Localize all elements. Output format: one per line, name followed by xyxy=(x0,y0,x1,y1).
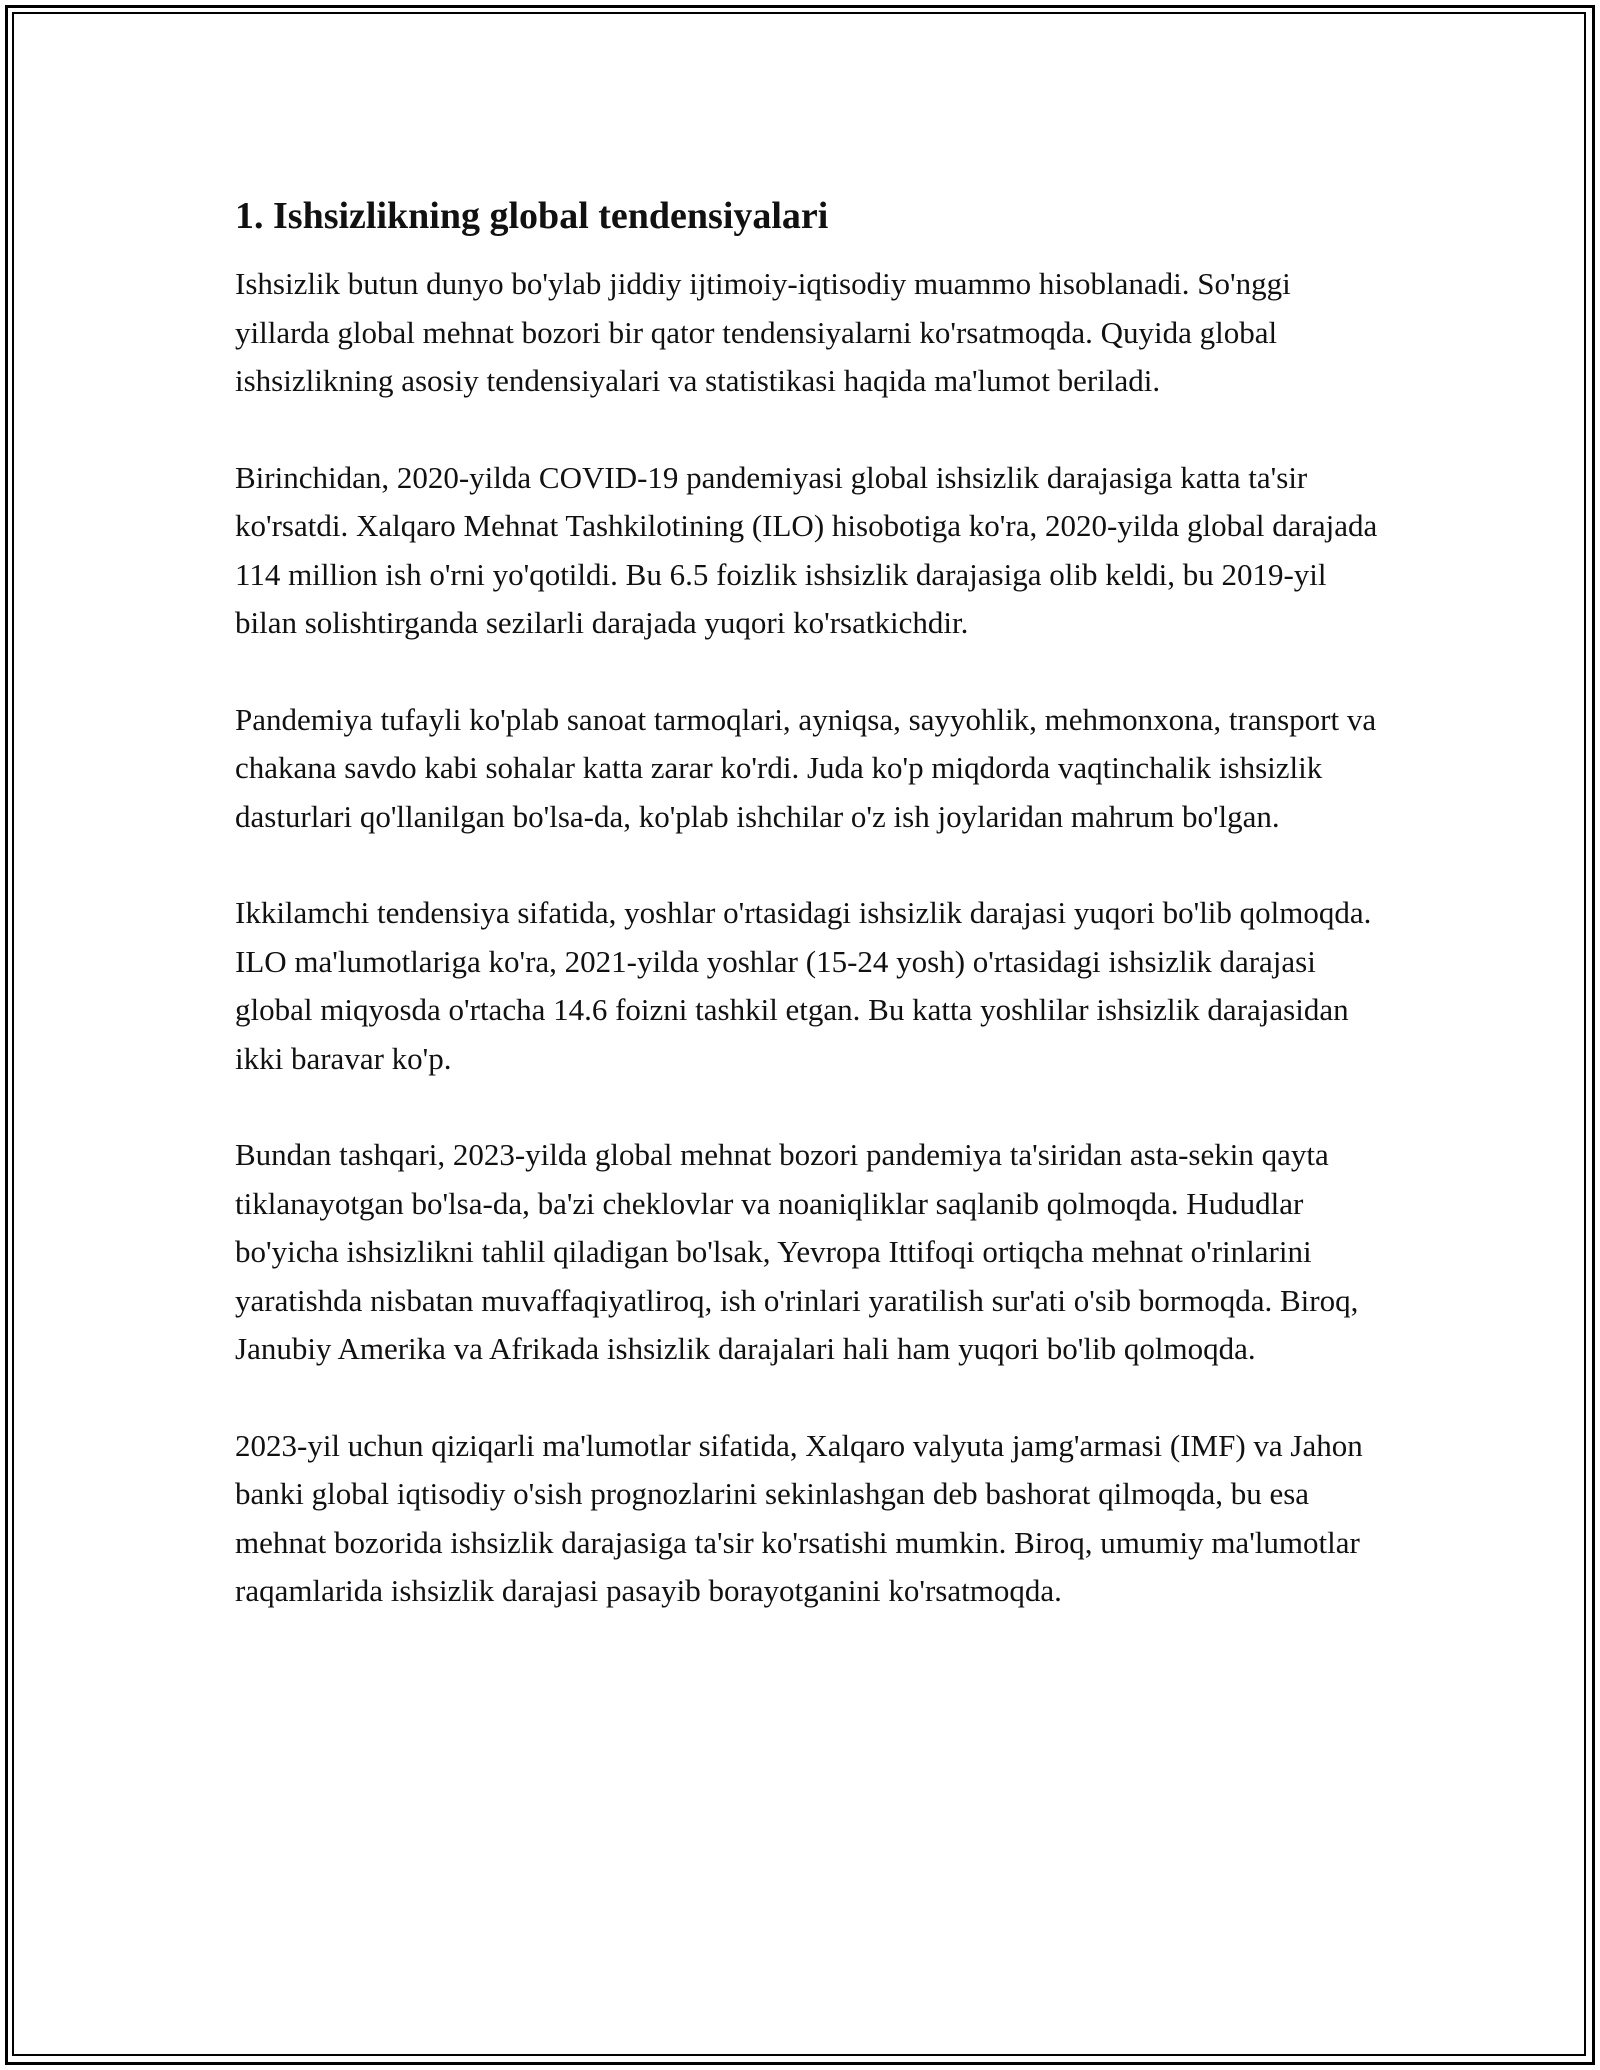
paragraph-intro: Ishsizlik butun dunyo bo'ylab jiddiy ijtimoiy-iqtisodiy muammo hisoblanadi. So'nggi yillarda global mehnat bozori bir qator tendensiyalarni ko'rsatmoqda. Quyida global ishsizlikning asosiy tendensiyalari va statistikasi haqida ma'lumot beriladi. xyxy=(235,266,1291,398)
paragraph-youth-unemployment: Ikkilamchi tendensiya sifatida, yoshlar o'rtasidagi ishsizlik darajasi yuqori bo'lib qolmoqda. ILO ma'lumotlariga ko'ra, 2021-yilda yoshlar (15-24 yosh) o'rtasidagi ishsizlik darajasi global miqyosda o'rtacha 14.6 foizni tashkil etgan. Bu katta yoshlilar ishsizlik darajasidan ikki baravar ko'p. xyxy=(235,895,1372,1076)
paragraph-regional-recovery: Bundan tashqari, 2023-yilda global mehnat bozori pandemiya ta'siridan asta-sekin qayta tiklanayotgan bo'lsa-da, ba'zi cheklovlar va noaniqliklar saqlanib qolmoqda. Hududlar bo'yicha ishsizlikni tahlil qiladigan bo'lsak, Yevropa Ittifoqi ortiqcha mehnat o'rinlarini yaratishda nisbatan muvaffaqiyatliroq, ish o'rinlari yaratilish sur'ati o'sib bormoqda. Biroq, Janubiy Amerika va Afrikada ishsizlik darajalari hali ham yuqori bo'lib qolmoqda. xyxy=(235,1137,1359,1366)
paragraph-2023-outlook: 2023-yil uchun qiziqarli ma'lumotlar sifatida, Xalqaro valyuta jamg'armasi (IMF) va Jahon banki global iqtisodiy o'sish prognozlarini sekinlashgan deb bashorat qilmoqda, bu esa mehnat bozorida ishsizlik darajasiga ta'sir ko'rsatishi mumkin. Biroq, umumiy ma'lumotlar raqamlarida ishsizlik darajasi pasayib borayotganini ko'rsatmoqda. xyxy=(235,1427,1363,1608)
paragraph-covid-impact: Birinchidan, 2020-yilda COVID-19 pandemiyasi global ishsizlik darajasiga katta ta'sir ko'rsatdi. Xalqaro Mehnat Tashkilotining (ILO) hisobotiga ko'ra, 2020-yilda global darajada 114 million ish o'rni yo'qotildi. Bu 6.5 foizlik ishsizlik darajasiga olib keldi, bu 2019-yil bilan solishtirganda sezilarli darajada yuqori ko'rsatkichdir. xyxy=(235,459,1378,640)
section-heading: 1. Ishsizlikning global tendensiyalari xyxy=(235,195,829,237)
document-body xyxy=(235,186,1385,1664)
paragraph-industries: Pandemiya tufayli ko'plab sanoat tarmoqlari, ayniqsa, sayyohlik, mehmonxona, transport va chakana savdo kabi sohalar katta zarar ko'rdi. Juda ko'p miqdorda vaqtinchalik ishsizlik dasturlari qo'llanilgan bo'lsa-da, ko'plab ishchilar o'z ish joylaridan mahrum bo'lgan. xyxy=(235,701,1377,834)
